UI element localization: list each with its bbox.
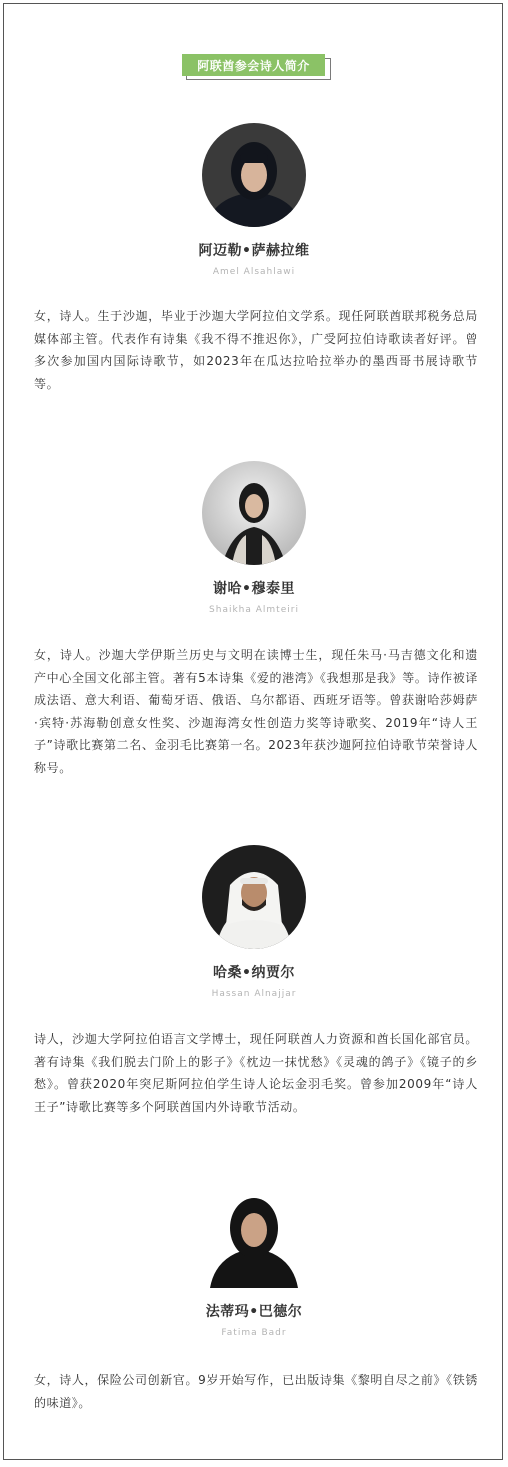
poet-name-cn: 阿迈勒•萨赫拉维 (198, 243, 310, 259)
poet-photo-shaikha (202, 461, 306, 565)
section-title: 阿联酋参会诗人简介 (182, 54, 325, 76)
article-frame (3, 3, 503, 1460)
poet-name-en: Shaikha Almteiri (209, 605, 299, 615)
poet-photo-hassan (202, 845, 306, 949)
poet-name-en: Hassan Alnajjar (211, 989, 297, 999)
poet-photo-amel (202, 123, 306, 227)
poet-bio: 女，诗人。生于沙迦，毕业于沙迦大学阿拉伯文学系。现任阿联酋联邦税务总局媒体部主管。代表作有诗集《我不得不推迟你》，广受阿拉伯诗歌读者好评。曾多次参加国内国际诗歌节，如2023年在瓜达拉哈拉举办的墨西哥书展诗歌节等。 (34, 309, 478, 391)
poet-name-cn: 谢哈•穆泰里 (213, 581, 295, 597)
poet-photo-fatima (202, 1184, 306, 1288)
section-title-badge (182, 54, 329, 80)
poet-name-cn: 法蒂玛•巴德尔 (205, 1304, 303, 1320)
poet-name-en: Amel Alsahlawi (212, 267, 296, 277)
poet-bio: 诗人，沙迦大学阿拉伯语言文学博士，现任阿联酋人力资源和酋长国化部官员。著有诗集《我们脱去门阶上的影子》《枕边一抹忧愁》《灵魂的鸽子》《镜子的乡愁》。曾获2020年突尼斯阿拉伯学生诗人论坛金羽毛奖。曾参加2009年“诗人王子”诗歌比赛等多个阿联酋国内外诗歌节活动。 (34, 1032, 478, 1114)
poet-name-en: Fatima Badr (221, 1328, 287, 1338)
poet-bio: 女，诗人，保险公司创新官。9岁开始写作，已出版诗集《黎明自尽之前》《铁锈的味道》。 (34, 1373, 478, 1410)
poet-bio: 女，诗人。沙迦大学伊斯兰历史与文明在读博士生，现任朱马·马吉德文化和遗产中心全国文化部主管。著有5本诗集《爱的港湾》《我想那是我》等。诗作被译成法语、意大利语、葡萄牙语、俄语、乌尔都语、西班牙语等。曾获谢哈莎姆萨·宾特·苏海勒创意女性奖、沙迦海湾女性创造力奖等诗歌奖、2019年“诗人王子”诗歌比赛第二名、金羽毛比赛第一名。2023年获沙迦阿拉伯诗歌节荣誉诗人称号。 (34, 648, 478, 775)
poet-name-cn: 哈桑•纳贾尔 (213, 965, 295, 981)
